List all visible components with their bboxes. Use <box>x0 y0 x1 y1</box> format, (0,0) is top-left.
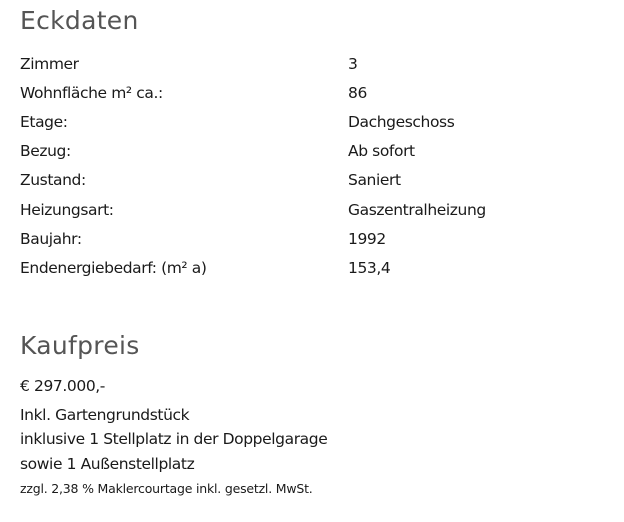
eckdaten-heading: Eckdaten <box>20 6 139 35</box>
fact-label: Heizungsart: <box>20 200 114 219</box>
fact-value: Gaszentralheizung <box>348 200 486 219</box>
fact-row-endenergiebedarf <box>20 253 580 282</box>
fact-row-wohnflaeche <box>20 78 580 107</box>
eckdaten-table <box>20 49 580 283</box>
fact-row-bezug <box>20 137 580 166</box>
fact-value: Saniert <box>348 171 401 190</box>
price-detail: inklusive 1 Stellplatz in der Doppelgarage <box>20 430 328 448</box>
fact-value: 3 <box>348 54 358 73</box>
fact-label: Bezug: <box>20 142 71 161</box>
price-detail: sowie 1 Außenstellplatz <box>20 454 195 473</box>
price-value: € 297.000,- <box>20 377 106 395</box>
fact-value: 1992 <box>348 229 386 248</box>
price-detail: Inkl. Gartengrundstück <box>20 405 190 424</box>
fact-row-baujahr <box>20 224 580 253</box>
fact-label: Zustand: <box>20 171 86 190</box>
kaufpreis-block <box>20 374 327 498</box>
fact-row-zimmer <box>20 49 580 78</box>
fact-label: Endenergiebedarf: (m² a) <box>20 258 207 277</box>
fact-label: Wohnfläche m² ca.: <box>20 83 163 102</box>
fact-value: 86 <box>348 83 367 102</box>
fact-label: Baujahr: <box>20 229 82 248</box>
fact-row-zustand <box>20 166 580 195</box>
fact-value: Dachgeschoss <box>348 112 455 131</box>
fact-label: Etage: <box>20 112 68 131</box>
fact-value: Ab sofort <box>348 142 415 161</box>
commission-note: zzgl. 2,38 % Maklercourtage inkl. gesetzl. MwSt. <box>20 481 313 496</box>
kaufpreis-heading: Kaufpreis <box>20 331 140 360</box>
fact-row-heizungsart <box>20 195 580 224</box>
fact-row-etage <box>20 107 580 136</box>
fact-label: Zimmer <box>20 54 79 73</box>
fact-value: 153,4 <box>348 258 391 277</box>
